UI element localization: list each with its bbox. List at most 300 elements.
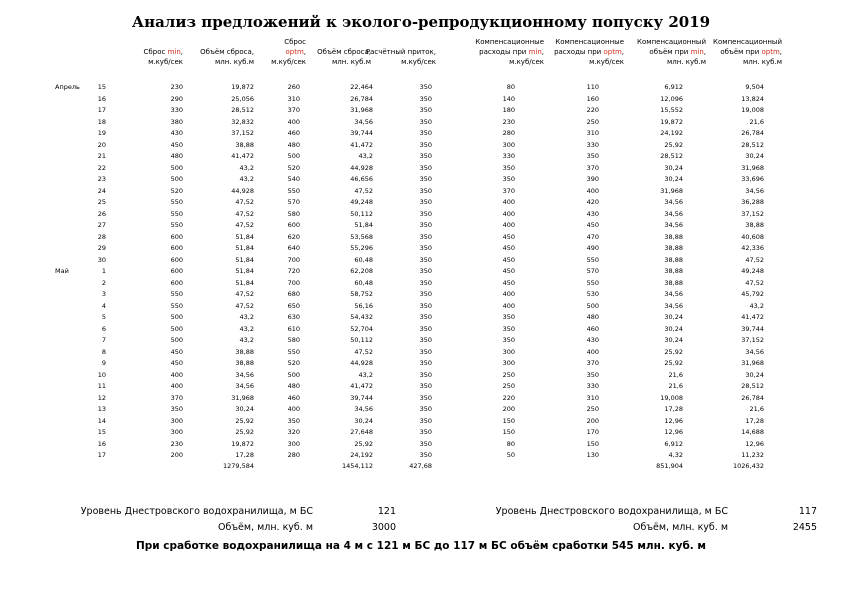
left-volume-value: 3000 [371,522,396,533]
cell-comp-flow-optm: 350 [586,370,599,379]
table-row [0,289,842,299]
table-row [0,393,842,403]
cell-min-discharge: 600 [170,255,183,264]
cell-comp-flow-min: 450 [502,255,515,264]
cell-day: 15 [97,428,106,436]
cell-comp-volume-min: 17,28 [664,405,683,413]
cell-day: 10 [97,370,106,379]
cell-comp-flow-min: 400 [502,301,515,310]
cell-comp-volume-optm: 49,248 [741,267,764,275]
cell-min-discharge: 480 [170,152,183,160]
cell-comp-volume-min: 12,096 [660,94,683,103]
cell-comp-volume-min: 38,88 [664,255,683,264]
table-row [0,312,842,322]
cell-comp-volume-min: 28,512 [660,152,683,160]
cell-optm-discharge: 700 [287,278,300,287]
cell-inflow: 350 [419,439,432,448]
cell-optm-discharge: 500 [287,152,300,160]
cell-min-discharge: 400 [170,382,183,390]
cell-optm-discharge: 580 [287,209,300,218]
cell-day: 11 [97,382,106,390]
table-row [0,82,842,92]
cell-inflow: 350 [419,232,432,241]
cell-comp-volume-min: 6,912 [664,83,683,91]
cell-min-discharge: 230 [170,83,183,91]
cell-comp-volume-min: 30,24 [664,313,683,321]
cell-comp-volume-min: 19,008 [660,393,683,402]
cell-inflow: 350 [419,186,432,195]
cell-optm-volume: 27,648 [350,428,373,436]
cell-min-discharge: 430 [170,129,183,137]
cell-comp-flow-optm: 370 [586,163,599,172]
cell-comp-volume-optm: 9,504 [745,83,764,91]
table-row [0,243,842,253]
cell-day: 7 [101,336,106,344]
cell-comp-volume-optm: 34,56 [745,347,764,356]
cell-comp-volume-optm: 14,688 [741,428,764,436]
total-comp-volume-optm: 1026,432 [732,462,764,470]
cell-comp-volume-min: 6,912 [664,439,683,448]
cell-comp-volume-optm: 47,52 [745,278,764,287]
cell-comp-volume-min: 34,56 [664,221,683,229]
cell-inflow: 350 [419,83,432,91]
cell-min-discharge: 230 [170,439,183,448]
cell-min-discharge: 600 [170,244,183,252]
page-title: Анализ предложений к эколого-репродукционному попуску 2019 [131,13,711,31]
cell-comp-volume-min: 30,24 [664,336,683,344]
table-row [0,174,842,184]
cell-min-volume: 43,2 [239,336,254,344]
cell-min-volume: 47,52 [235,209,254,218]
cell-min-discharge: 550 [170,198,183,206]
totals-row [0,461,842,471]
cell-min-discharge: 350 [170,405,183,413]
cell-comp-flow-min: 200 [502,405,515,413]
cell-day: 27 [97,221,106,229]
cell-comp-flow-optm: 250 [586,405,599,413]
cell-min-volume: 47,52 [235,290,254,298]
cell-optm-discharge: 280 [287,451,300,459]
cell-optm-discharge: 460 [287,393,300,402]
cell-optm-discharge: 630 [287,313,300,321]
cell-min-discharge: 500 [170,324,183,333]
table-row [0,427,842,437]
cell-comp-flow-min: 400 [502,221,515,229]
cell-optm-discharge: 700 [287,255,300,264]
cell-day: 3 [101,290,106,298]
total-min-volume: 1279,584 [222,462,254,470]
cell-comp-volume-optm: 31,968 [741,359,764,367]
cell-comp-flow-min: 80 [506,439,515,448]
cell-min-discharge: 450 [170,347,183,356]
cell-comp-flow-optm: 250 [586,117,599,126]
cell-comp-flow-min: 230 [502,117,515,126]
cell-min-volume: 30,24 [235,405,254,413]
cell-inflow: 350 [419,117,432,126]
cell-optm-volume: 56,16 [354,301,373,310]
cell-comp-flow-optm: 550 [586,278,599,287]
cell-comp-flow-min: 450 [502,278,515,287]
cell-optm-volume: 41,472 [350,382,373,390]
cell-inflow: 350 [419,278,432,287]
cell-inflow: 350 [419,198,432,206]
cell-optm-discharge: 680 [287,290,300,298]
cell-optm-volume: 50,112 [350,336,373,344]
cell-optm-volume: 43,2 [358,152,373,160]
cell-day: 19 [97,129,106,137]
cell-comp-flow-optm: 330 [586,382,599,390]
cell-optm-volume: 39,744 [350,129,373,137]
cell-comp-flow-optm: 400 [586,186,599,195]
cell-optm-volume: 51,84 [354,221,373,229]
table-row [0,197,842,207]
cell-inflow: 350 [419,209,432,218]
cell-min-volume: 51,84 [235,232,254,241]
cell-min-volume: 32,832 [231,117,254,126]
table-row [0,94,842,104]
cell-comp-volume-optm: 37,152 [741,336,764,344]
cell-comp-volume-min: 4,32 [668,451,683,459]
cell-comp-volume-optm: 34,56 [745,186,764,195]
cell-day: 22 [97,163,106,172]
cell-min-volume: 17,28 [235,451,254,459]
cell-comp-flow-min: 250 [502,370,515,379]
cell-optm-discharge: 550 [287,186,300,195]
cell-comp-flow-optm: 130 [586,451,599,459]
cell-inflow: 350 [419,347,432,356]
cell-optm-volume: 47,52 [354,186,373,195]
cell-day: 6 [101,324,106,333]
cell-min-discharge: 600 [170,267,183,275]
cell-comp-volume-optm: 33,696 [741,175,764,183]
right-level-value: 117 [798,506,817,517]
header-comp-flow-min: Компенсационные расходы при min, м.куб/сек [475,38,544,66]
cell-min-volume: 41,472 [231,152,254,160]
cell-comp-volume-optm: 17,28 [745,416,764,425]
cell-comp-flow-optm: 500 [586,301,599,310]
cell-optm-volume: 34,56 [354,117,373,126]
cell-optm-discharge: 720 [287,267,300,275]
cell-optm-discharge: 400 [287,405,300,413]
cell-day: 14 [97,416,106,425]
cell-comp-volume-optm: 11,232 [741,451,764,459]
right-level-label: Уровень Днестровского водохранилища, м БС [495,506,728,517]
cell-day: 23 [97,175,106,183]
cell-comp-volume-optm: 39,744 [741,324,764,333]
cell-optm-discharge: 620 [287,232,300,241]
cell-min-discharge: 380 [170,117,183,126]
table-row [0,140,842,150]
cell-comp-volume-optm: 37,152 [741,209,764,218]
cell-inflow: 350 [419,129,432,137]
cell-comp-flow-optm: 390 [586,175,599,183]
cell-optm-discharge: 570 [287,198,300,206]
cell-optm-volume: 24,192 [350,451,373,459]
header-optm-volume: Объём сброса, млн. куб.м [317,48,371,66]
table-row [0,347,842,357]
cell-inflow: 350 [419,106,432,114]
right-volume-label: Объём, млн. куб. м [632,522,728,533]
table-row [0,151,842,161]
cell-comp-flow-optm: 430 [586,336,599,344]
cell-optm-discharge: 610 [287,324,300,333]
table-row [0,266,842,276]
table-row [0,370,842,380]
cell-optm-discharge: 640 [287,244,300,252]
cell-min-discharge: 550 [170,301,183,310]
cell-optm-volume: 55,296 [350,244,373,252]
cell-comp-flow-min: 450 [502,267,515,275]
cell-comp-flow-min: 280 [502,129,515,137]
cell-min-volume: 25,92 [235,416,254,425]
cell-optm-discharge: 480 [287,382,300,390]
cell-day: 9 [101,359,106,367]
cell-comp-flow-optm: 550 [586,255,599,264]
cell-comp-volume-min: 12,96 [664,428,683,436]
cell-optm-discharge: 500 [287,370,300,379]
cell-min-volume: 19,872 [231,83,254,91]
table-row [0,186,842,196]
table-row [0,450,842,460]
cell-comp-flow-optm: 460 [586,324,599,333]
right-volume-value: 2455 [792,522,817,533]
cell-inflow: 350 [419,451,432,459]
cell-min-volume: 43,2 [239,163,254,172]
cell-min-volume: 43,2 [239,324,254,333]
cell-comp-volume-optm: 36,288 [741,198,764,206]
cell-optm-volume: 47,52 [354,347,373,356]
table-row [0,220,842,230]
cell-comp-volume-min: 38,88 [664,267,683,275]
cell-day: 18 [97,117,106,126]
cell-comp-volume-optm: 30,24 [745,152,764,160]
cell-min-volume: 47,52 [235,301,254,310]
cell-day: 24 [97,186,106,195]
cell-min-volume: 43,2 [239,313,254,321]
cell-comp-volume-min: 19,872 [660,117,683,126]
cell-comp-flow-optm: 350 [586,152,599,160]
cell-comp-flow-min: 140 [502,94,515,103]
cell-comp-volume-min: 34,56 [664,198,683,206]
cell-day: 17 [97,451,106,459]
cell-comp-flow-min: 450 [502,232,515,241]
table-row [0,324,842,334]
cell-comp-volume-min: 38,88 [664,232,683,241]
cell-comp-volume-optm: 45,792 [741,290,764,298]
cell-day: 4 [101,301,106,310]
cell-min-discharge: 500 [170,175,183,183]
cell-comp-flow-min: 300 [502,140,515,149]
cell-comp-volume-optm: 28,512 [741,140,764,149]
cell-min-discharge: 290 [170,94,183,103]
month-label-april: Апрель [55,83,80,91]
cell-comp-volume-optm: 21,6 [749,405,764,413]
cell-min-volume: 43,2 [239,175,254,183]
cell-comp-flow-min: 400 [502,198,515,206]
cell-comp-volume-min: 30,24 [664,324,683,333]
table-row [0,416,842,426]
cell-comp-flow-optm: 110 [586,83,599,91]
cell-min-volume: 38,88 [235,359,254,367]
cell-min-volume: 51,84 [235,267,254,275]
cell-min-volume: 47,52 [235,198,254,206]
cell-min-discharge: 550 [170,209,183,218]
cell-comp-volume-min: 38,88 [664,278,683,287]
cell-optm-volume: 54,432 [350,313,373,321]
cell-min-discharge: 330 [170,106,183,114]
cell-comp-volume-optm: 13,824 [741,94,764,103]
cell-min-discharge: 300 [170,428,183,436]
cell-min-discharge: 450 [170,140,183,149]
cell-optm-volume: 62,208 [350,267,373,275]
cell-comp-flow-optm: 310 [586,129,599,137]
table-row [0,163,842,173]
cell-inflow: 350 [419,359,432,367]
cell-min-volume: 51,84 [235,278,254,287]
cell-comp-flow-min: 370 [502,186,515,195]
cell-comp-flow-min: 50 [506,451,515,459]
cell-inflow: 350 [419,163,432,172]
cell-comp-flow-min: 400 [502,209,515,218]
cell-optm-volume: 34,56 [354,405,373,413]
cell-inflow: 350 [419,313,432,321]
header-min-discharge: Сброс min, м.куб/сек [143,48,183,66]
cell-min-volume: 38,88 [235,347,254,356]
cell-comp-flow-optm: 220 [586,106,599,114]
cell-min-discharge: 550 [170,290,183,298]
total-inflow: 427,68 [409,462,432,470]
cell-optm-volume: 44,928 [350,359,373,367]
cell-comp-volume-min: 34,56 [664,209,683,218]
cell-optm-volume: 41,472 [350,140,373,149]
cell-comp-volume-optm: 31,968 [741,163,764,172]
header-optm-discharge: Сброс optm, м.куб/сек [271,38,306,66]
table-row [0,358,842,368]
table-row [0,404,842,414]
cell-comp-volume-optm: 47,52 [745,255,764,264]
cell-comp-flow-optm: 470 [586,232,599,241]
cell-comp-flow-optm: 400 [586,347,599,356]
cell-optm-volume: 22,464 [350,83,373,91]
cell-comp-volume-optm: 42,336 [741,244,764,252]
month-label-may: Май [55,267,69,275]
cell-inflow: 350 [419,324,432,333]
cell-inflow: 350 [419,301,432,310]
cell-min-volume: 28,512 [231,106,254,114]
cell-comp-flow-min: 350 [502,175,515,183]
cell-optm-discharge: 400 [287,117,300,126]
cell-optm-volume: 52,704 [350,324,373,333]
cell-min-discharge: 450 [170,359,183,367]
cell-inflow: 350 [419,94,432,103]
cell-inflow: 350 [419,336,432,344]
cell-comp-volume-min: 30,24 [664,175,683,183]
cell-comp-volume-optm: 38,88 [745,221,764,229]
cell-inflow: 350 [419,267,432,275]
cell-optm-volume: 26,784 [350,94,373,103]
cell-min-volume: 19,872 [231,439,254,448]
cell-day: 15 [97,83,106,91]
cell-comp-flow-optm: 480 [586,313,599,321]
cell-inflow: 350 [419,221,432,229]
cell-comp-volume-optm: 40,608 [741,232,764,241]
cell-comp-volume-min: 31,968 [660,186,683,195]
cell-comp-flow-min: 350 [502,313,515,321]
cell-min-volume: 47,52 [235,221,254,229]
cell-comp-volume-min: 12,96 [664,416,683,425]
table-row [0,381,842,391]
cell-inflow: 350 [419,140,432,149]
cell-min-volume: 51,84 [235,244,254,252]
cell-optm-discharge: 480 [287,140,300,149]
left-level-value: 121 [377,506,396,517]
cell-comp-flow-min: 300 [502,359,515,367]
cell-optm-discharge: 460 [287,129,300,137]
cell-comp-volume-min: 25,92 [664,140,683,149]
cell-optm-volume: 44,928 [350,163,373,172]
cell-optm-discharge: 350 [287,416,300,425]
cell-comp-flow-min: 350 [502,324,515,333]
cell-min-volume: 34,56 [235,382,254,390]
table-row [0,232,842,242]
cell-inflow: 350 [419,175,432,183]
cell-day: 25 [97,198,106,206]
cell-min-discharge: 400 [170,370,183,379]
cell-min-volume: 38,88 [235,140,254,149]
cell-day: 26 [97,209,106,218]
header-comp-volume-optm: Компенсационный объём при optm, млн. куб.м [713,38,782,66]
cell-comp-flow-min: 180 [502,106,515,114]
cell-day: 2 [101,278,106,287]
cell-comp-volume-min: 30,24 [664,163,683,172]
cell-day: 16 [97,94,106,103]
cell-comp-volume-min: 21,6 [668,370,683,379]
cell-optm-discharge: 540 [287,175,300,183]
cell-min-discharge: 550 [170,221,183,229]
left-level-label: Уровень Днестровского водохранилища, м БС [80,506,313,517]
cell-comp-volume-min: 21,6 [668,382,683,390]
cell-min-discharge: 600 [170,232,183,241]
cell-inflow: 350 [419,382,432,390]
cell-day: 28 [97,232,106,241]
cell-day: 12 [97,393,106,402]
cell-day: 16 [97,439,106,448]
cell-optm-discharge: 260 [287,83,300,91]
cell-comp-volume-min: 25,92 [664,359,683,367]
cell-day: 17 [97,106,106,114]
cell-min-volume: 34,56 [235,370,254,379]
cell-optm-volume: 50,112 [350,209,373,218]
cell-comp-volume-optm: 30,24 [745,370,764,379]
cell-comp-flow-min: 400 [502,290,515,298]
cell-day: 5 [101,313,106,321]
cell-day: 13 [97,405,106,413]
cell-comp-volume-min: 38,88 [664,244,683,252]
cell-comp-flow-min: 300 [502,347,515,356]
cell-optm-volume: 60,48 [354,278,373,287]
cell-comp-flow-min: 330 [502,152,515,160]
total-comp-volume-min: 851,904 [656,462,683,470]
cell-optm-volume: 58,752 [350,290,373,298]
cell-min-discharge: 500 [170,313,183,321]
cell-comp-flow-optm: 310 [586,393,599,402]
cell-optm-volume: 39,744 [350,393,373,402]
cell-comp-volume-optm: 26,784 [741,129,764,137]
cell-min-discharge: 370 [170,393,183,402]
cell-min-volume: 37,152 [231,129,254,137]
cell-comp-volume-optm: 12,96 [745,439,764,448]
cell-comp-flow-min: 80 [506,83,515,91]
